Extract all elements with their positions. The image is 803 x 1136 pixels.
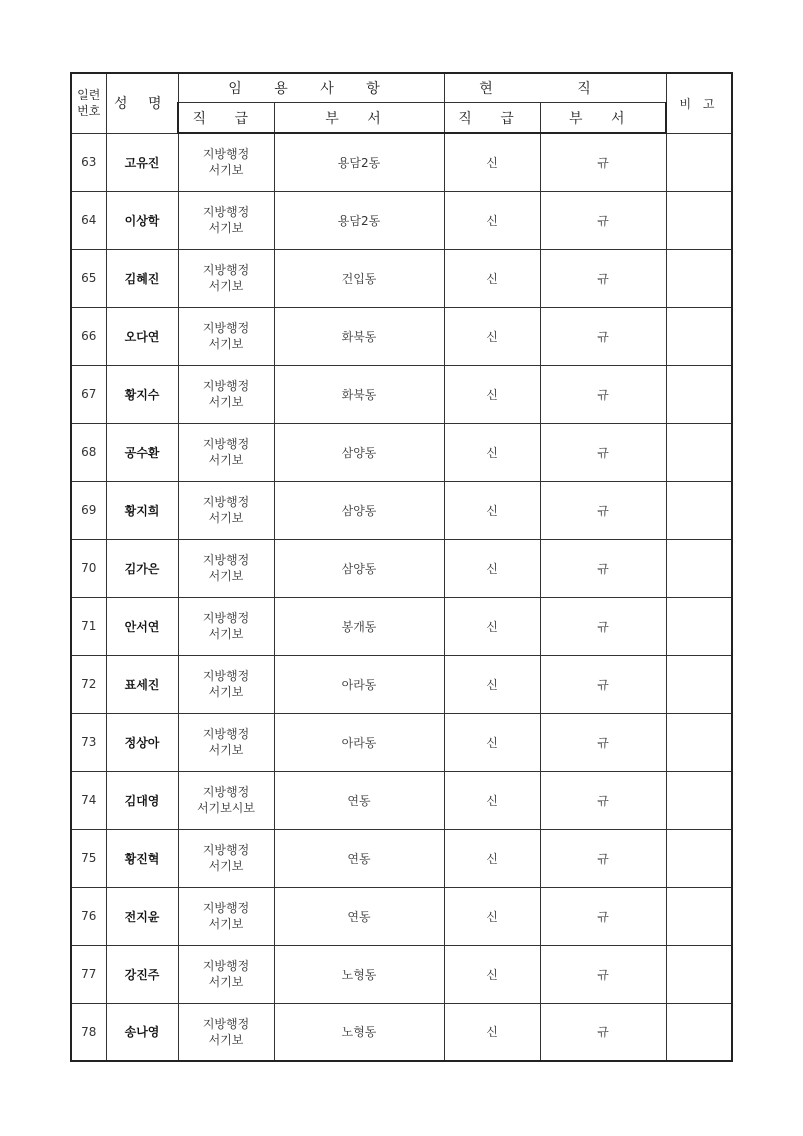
rank-line1: 지방행정 (202, 785, 250, 799)
name-header: 성 명 (106, 73, 178, 133)
current-rank-cell: 신 (444, 771, 540, 829)
current-rank-cell: 신 (444, 945, 540, 1003)
note-cell (666, 481, 732, 539)
rank-line1: 지방행정 (202, 321, 250, 335)
rank-line1: 지방행정 (202, 147, 250, 162)
rank-line2: 서기보 (208, 453, 244, 467)
appointment-dept-cell: 삼양동 (274, 481, 444, 539)
table-row (71, 307, 732, 365)
table-row (71, 133, 732, 191)
rank-line1: 지방행정 (202, 379, 250, 393)
appointment-rank-cell (178, 1003, 274, 1061)
name-cell: 안서연 (106, 597, 178, 655)
name-cell: 송나영 (106, 1003, 178, 1061)
table-row (71, 481, 732, 539)
appointment-dept-cell: 용담2동 (274, 133, 444, 191)
current-rank-cell: 신 (444, 829, 540, 887)
current-rank-cell: 신 (444, 481, 540, 539)
appointment-rank-cell (178, 539, 274, 597)
current-dept-cell: 규 (540, 945, 666, 1003)
appointment-rank-cell (178, 423, 274, 481)
table-row (71, 249, 732, 307)
table-row (71, 191, 732, 249)
name-cell: 김대영 (106, 771, 178, 829)
table-row (71, 771, 732, 829)
rank-line1: 지방행정 (202, 1016, 250, 1031)
note-cell (666, 887, 732, 945)
rank-line2: 서기보시보 (197, 801, 255, 815)
current-rank-cell: 신 (444, 133, 540, 191)
current-dept-cell: 규 (540, 133, 666, 191)
appointment-dept-cell: 건입동 (274, 249, 444, 307)
appointment-rank-cell (178, 365, 274, 423)
rank-line2: 서기보 (208, 279, 244, 293)
appointment-rank-cell (178, 713, 274, 771)
serial-number-cell: 68 (71, 423, 106, 481)
appointment-rank-cell (178, 481, 274, 539)
appointment-rank-cell (178, 307, 274, 365)
note-cell (666, 655, 732, 713)
name-cell: 정상아 (106, 713, 178, 771)
name-cell: 강진주 (106, 945, 178, 1003)
name-cell: 김가은 (106, 539, 178, 597)
appointment-dept-cell: 아라동 (274, 655, 444, 713)
current-rank-cell: 신 (444, 249, 540, 307)
appointment-dept-cell: 아라동 (274, 713, 444, 771)
serial-number-cell: 70 (71, 539, 106, 597)
table-row (71, 829, 732, 887)
current-rank-cell: 신 (444, 887, 540, 945)
current-rank-cell: 신 (444, 539, 540, 597)
appointment-dept-header: 부 서 (274, 103, 444, 134)
appointment-dept-cell: 화북동 (274, 307, 444, 365)
current-dept-cell: 규 (540, 539, 666, 597)
note-cell (666, 597, 732, 655)
serial-number-cell: 75 (71, 829, 106, 887)
current-dept-cell: 규 (540, 423, 666, 481)
rank-line1: 지방행정 (202, 495, 250, 509)
rank-line2: 서기보 (208, 337, 244, 351)
serial-number-cell: 76 (71, 887, 106, 945)
rank-line2: 서기보 (208, 569, 244, 583)
current-rank-header: 직 급 (444, 103, 540, 134)
rank-line2: 서기보 (208, 743, 244, 757)
rank-line1: 지방행정 (202, 205, 250, 219)
name-cell: 표세진 (106, 655, 178, 713)
appointment-rank-cell (178, 133, 274, 191)
table-row (71, 655, 732, 713)
name-cell: 황지희 (106, 481, 178, 539)
serial-number-header (71, 73, 106, 133)
current-rank-cell: 신 (444, 1003, 540, 1061)
note-cell (666, 771, 732, 829)
appointment-dept-cell: 삼양동 (274, 423, 444, 481)
note-cell (666, 539, 732, 597)
name-cell: 공수환 (106, 423, 178, 481)
table-row (71, 539, 732, 597)
table-row (71, 713, 732, 771)
serial-number-cell: 69 (71, 481, 106, 539)
rank-line2: 서기보 (208, 163, 244, 178)
current-dept-cell: 규 (540, 829, 666, 887)
current-dept-cell: 규 (540, 713, 666, 771)
table-row (71, 887, 732, 945)
current-dept-cell: 규 (540, 887, 666, 945)
table-header (71, 73, 732, 133)
current-rank-cell: 신 (444, 365, 540, 423)
appointment-rank-cell (178, 655, 274, 713)
appointment-rank-cell (178, 771, 274, 829)
appointment-rank-cell (178, 945, 274, 1003)
table-body (71, 133, 732, 1061)
rank-line1: 지방행정 (202, 727, 250, 741)
current-dept-cell: 규 (540, 307, 666, 365)
current-dept-cell: 규 (540, 481, 666, 539)
rank-line2: 서기보 (208, 221, 244, 235)
current-rank-cell: 신 (444, 597, 540, 655)
appointment-header: 임 용 사 항 (178, 73, 444, 103)
appointment-rank-cell (178, 597, 274, 655)
appointment-rank-cell (178, 887, 274, 945)
current-dept-cell: 규 (540, 1003, 666, 1061)
name-cell: 이상학 (106, 191, 178, 249)
serial-number-cell: 73 (71, 713, 106, 771)
note-cell (666, 829, 732, 887)
current-dept-cell: 규 (540, 365, 666, 423)
rank-line1: 지방행정 (202, 553, 250, 567)
appointment-dept-cell: 노형동 (274, 945, 444, 1003)
note-cell (666, 191, 732, 249)
current-dept-cell: 규 (540, 191, 666, 249)
rank-line1: 지방행정 (202, 611, 250, 625)
appointment-dept-cell: 봉개동 (274, 597, 444, 655)
rank-line2: 서기보 (208, 511, 244, 525)
current-dept-cell: 규 (540, 249, 666, 307)
serial-number-cell: 74 (71, 771, 106, 829)
serial-number-cell: 66 (71, 307, 106, 365)
rank-line2: 서기보 (208, 627, 244, 641)
appointment-rank-header: 직 급 (178, 103, 274, 134)
table-row (71, 1003, 732, 1061)
table-row (71, 365, 732, 423)
rank-line2: 서기보 (208, 1032, 244, 1047)
rank-line2: 서기보 (208, 975, 244, 989)
rank-line2: 서기보 (208, 859, 244, 873)
rank-line1: 지방행정 (202, 437, 250, 451)
rank-line1: 지방행정 (202, 959, 250, 973)
serial-number-cell: 71 (71, 597, 106, 655)
rank-line1: 지방행정 (202, 263, 250, 277)
note-cell (666, 423, 732, 481)
current-rank-cell: 신 (444, 307, 540, 365)
current-dept-cell: 규 (540, 597, 666, 655)
note-header: 비 고 (666, 73, 732, 133)
serial-number-header-line1: 일련 (77, 88, 101, 103)
rank-line2: 서기보 (208, 685, 244, 699)
appointment-rank-cell (178, 829, 274, 887)
appointment-dept-cell: 화북동 (274, 365, 444, 423)
appointment-dept-cell: 연동 (274, 771, 444, 829)
name-cell: 황지수 (106, 365, 178, 423)
serial-number-cell: 64 (71, 191, 106, 249)
rank-line1: 지방행정 (202, 669, 250, 683)
serial-number-cell: 77 (71, 945, 106, 1003)
table-row (71, 423, 732, 481)
table-row (71, 945, 732, 1003)
appointment-roster-table (70, 72, 733, 1062)
serial-number-cell: 67 (71, 365, 106, 423)
note-cell (666, 713, 732, 771)
serial-number-cell: 72 (71, 655, 106, 713)
note-cell (666, 133, 732, 191)
appointment-rank-cell (178, 249, 274, 307)
current-rank-cell: 신 (444, 191, 540, 249)
name-cell: 오다연 (106, 307, 178, 365)
serial-number-cell: 65 (71, 249, 106, 307)
rank-line2: 서기보 (208, 395, 244, 409)
name-cell: 김혜진 (106, 249, 178, 307)
name-cell: 전지윤 (106, 887, 178, 945)
appointment-dept-cell: 용담2동 (274, 191, 444, 249)
appointment-dept-cell: 삼양동 (274, 539, 444, 597)
current-dept-header: 부 서 (540, 103, 666, 134)
name-cell: 황진혁 (106, 829, 178, 887)
current-rank-cell: 신 (444, 655, 540, 713)
rank-line1: 지방행정 (202, 901, 250, 915)
rank-line2: 서기보 (208, 917, 244, 931)
appointment-rank-cell (178, 191, 274, 249)
appointment-dept-cell: 연동 (274, 829, 444, 887)
name-cell: 고유진 (106, 133, 178, 191)
serial-number-header-line2: 번호 (77, 104, 101, 119)
appointment-dept-cell: 연동 (274, 887, 444, 945)
current-dept-cell: 규 (540, 771, 666, 829)
note-cell (666, 1003, 732, 1061)
current-rank-cell: 신 (444, 423, 540, 481)
note-cell (666, 365, 732, 423)
current-position-header: 현 직 (444, 73, 666, 103)
serial-number-cell: 78 (71, 1003, 106, 1061)
appointment-dept-cell: 노형동 (274, 1003, 444, 1061)
table-row (71, 597, 732, 655)
current-dept-cell: 규 (540, 655, 666, 713)
note-cell (666, 249, 732, 307)
rank-line1: 지방행정 (202, 843, 250, 857)
note-cell (666, 945, 732, 1003)
serial-number-cell: 63 (71, 133, 106, 191)
current-rank-cell: 신 (444, 713, 540, 771)
note-cell (666, 307, 732, 365)
